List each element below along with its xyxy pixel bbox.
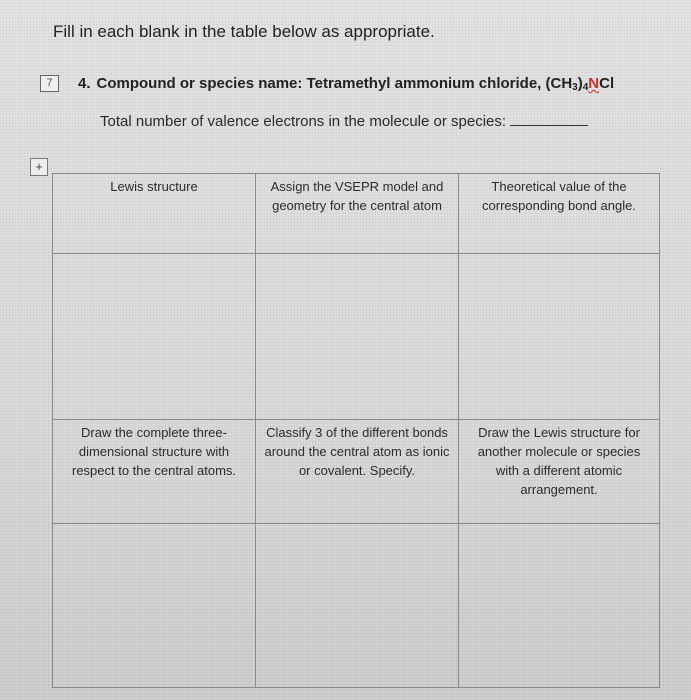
vsepr-header: Assign the VSEPR model and geometry for the central atom	[256, 174, 459, 254]
bond-classification-header: Classify 3 of the different bonds around the central atom as ionic or covalent. Specify.	[256, 420, 459, 524]
table-row	[53, 174, 660, 254]
table-row	[53, 254, 660, 420]
bond-classification-answer-cell[interactable]	[256, 524, 459, 688]
question-marker-icon: 7	[40, 75, 59, 92]
vsepr-answer-cell[interactable]	[256, 254, 459, 420]
question-header	[78, 75, 614, 93]
worksheet-table	[52, 173, 660, 688]
three-d-structure-header: Draw the complete three-dimensional structure with respect to the central atoms.	[53, 420, 256, 524]
table-row	[53, 524, 660, 688]
alternate-lewis-header: Draw the Lewis structure for another molecule or species with a different atomic arrangement.	[459, 420, 660, 524]
lewis-structure-header: Lewis structure	[53, 174, 256, 254]
paren-close: )	[577, 75, 583, 92]
subscript-3: 3	[572, 82, 578, 93]
table-move-handle-icon[interactable]: +	[30, 158, 48, 176]
spellcheck-n: N	[588, 75, 600, 92]
alternate-lewis-answer-cell[interactable]	[459, 524, 660, 688]
table-row	[53, 420, 660, 524]
three-d-structure-answer-cell[interactable]	[53, 524, 256, 688]
bond-angle-header: Theoretical value of the corresponding bond angle.	[459, 174, 660, 254]
compound-label: Compound or species name: Tetramethyl ammonium chloride, (CH	[96, 75, 573, 92]
valence-blank-field[interactable]	[510, 113, 588, 126]
valence-label: Total number of valence electrons in the molecule or species:	[100, 113, 507, 130]
lewis-structure-answer-cell[interactable]	[53, 254, 256, 420]
question-number: 4.	[78, 75, 91, 92]
valence-electrons-prompt	[100, 113, 588, 130]
bond-angle-answer-cell[interactable]	[459, 254, 660, 420]
subscript-4: 4	[582, 82, 589, 93]
instruction-text: Fill in each blank in the table below as appropriate.	[53, 22, 435, 41]
chloride-symbol: Cl	[599, 75, 615, 92]
